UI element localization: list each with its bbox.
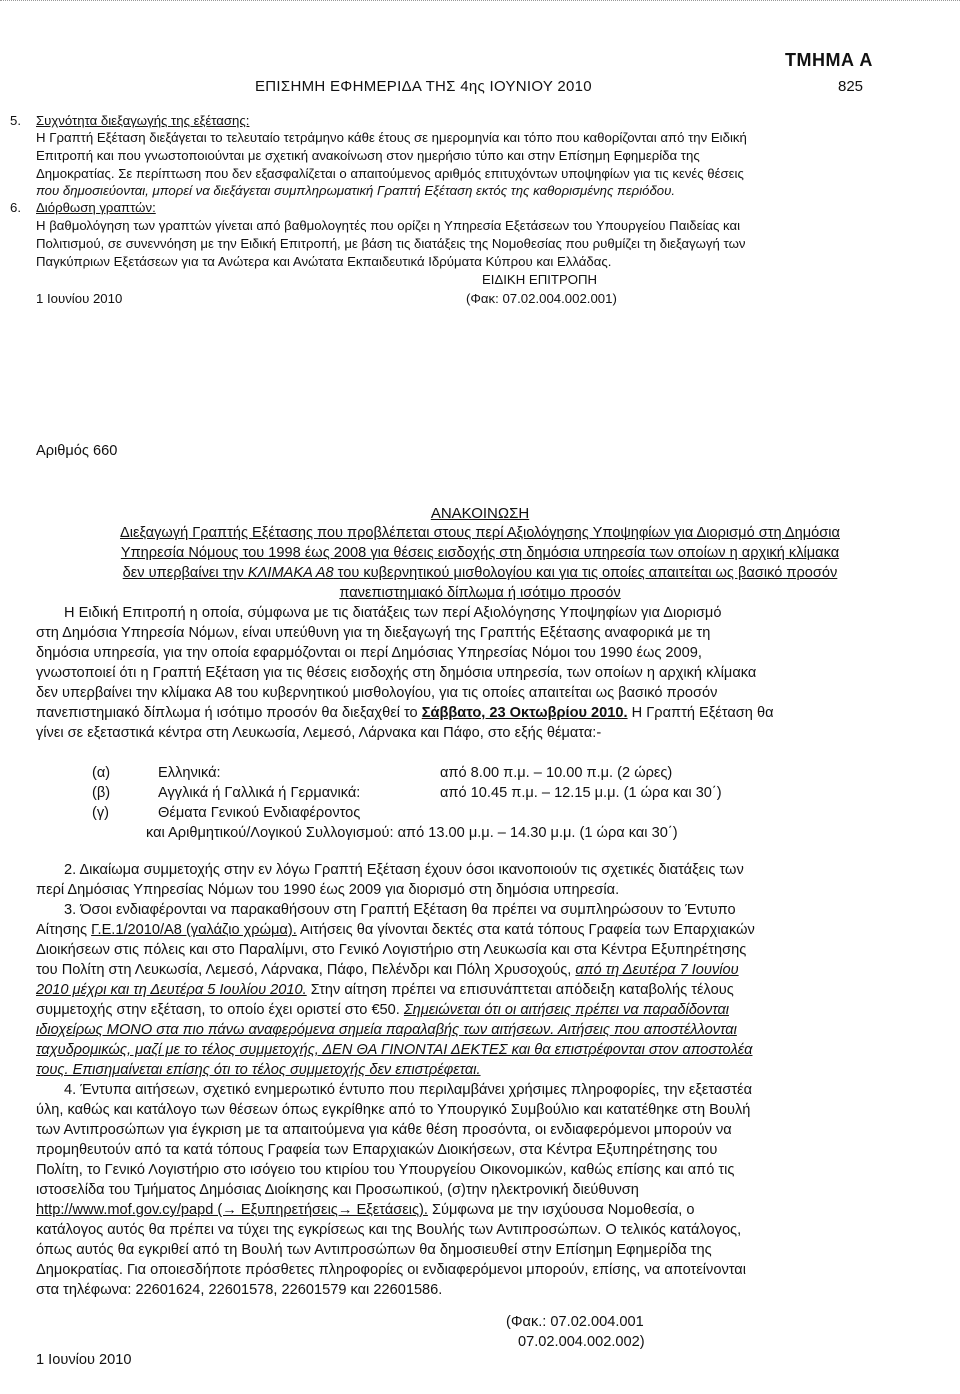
item6-heading: Διόρθωση γραπτών: [36, 200, 156, 215]
notice-subtitle-line: πανεπιστημιακό δίπλωμα ή ισότιμο προσόν [339, 585, 621, 601]
subject-letter: (γ) [92, 805, 110, 821]
p3-line [36, 980, 734, 1001]
item6-line: Η βαθμολόγηση των γραπτών γίνεται από βαθμολογητές που ορίζει η Υπηρεσία Εξετάσεων του Υπουργείου Παιδείας και [36, 218, 741, 233]
intro-line: Η Ειδική Επιτροπή η οποία, σύμφωνα με τις διατάξεις των περί Αξιολόγησης Υποψηφίων για Διορισμό [64, 605, 722, 621]
p4-line: Δημοκρατίας. Για οποιεσδήποτε πρόσθετες πληροφορίες οι ενδιαφερόμενοι μπορούν, επίσης, να αποτείνονται [36, 1262, 746, 1278]
p4-line: όπως αυτός θα εγκριθεί από τη Βουλή των Αντιπροσώπων θα δημοσιευθεί στην Επίσημη Εφημερίδα της [36, 1242, 712, 1258]
subject-letter: (β) [92, 785, 111, 801]
deadline-end: 2010 μέχρι και τη Δευτέρα 5 Ιουλίου 2010. [36, 982, 307, 998]
subject-c-line2: και Αριθμητικού/Λογικού Συλλογισμού: από 13.00 μ.μ. – 14.30 μ.μ. (1 ώρα και 30΄) [146, 825, 678, 841]
p3-note-line: ιδιοχείρως ΜΟΝΟ στα πιο πάνω αναφερόμενα σημεία παραλαβής των αιτήσεων. Αιτήσεις που αποστέλλονται [36, 1022, 737, 1038]
notice-title: ΑΝΑΚΟΙΝΩΣΗ [430, 505, 530, 522]
notice-subtitle-line: Διεξαγωγή Γραπτής Εξέτασης που προβλέπεται στους περί Αξιολόγησης Υποψηφίων για Διορισμό στη Δημόσια [120, 525, 840, 541]
intro-text: πανεπιστημιακό δίπλωμα ή ισότιμο προσόν θα διεξαχθεί το [36, 705, 422, 721]
p4-text: Σύμφωνα με την ισχύουσα Νομοθεσία, ο [427, 1202, 695, 1218]
p3-line [36, 920, 755, 941]
p4-line: προμηθευτούν από τα κατά τόπους Γραφεία των Επαρχιακών Διοικήσεων, στα Κέντρα Εξυπηρέτησης του [36, 1142, 718, 1158]
item5-heading: Συχνότητα διεξαγωγής της εξέτασης: [36, 113, 250, 128]
subject-letter: (α) [92, 765, 111, 781]
exam-date: Σάββατο, 23 Οκτωβρίου 2010. [421, 705, 628, 721]
p4-line [36, 1200, 694, 1221]
p3-text: του Πολίτη στη Λευκωσία, Λεμεσό, Λάρνακα, Πάφο, Πελένδρι και Πόλη Χρυσοχούς, [36, 962, 576, 978]
deadline-start: από τη Δευτέρα 7 Ιουνίου [575, 962, 739, 978]
p3-text: συμμετοχής στην εξέταση, το οποίο έχει οριστεί στο €50. [36, 1002, 404, 1018]
subject-time: από 8.00 π.μ. – 10.00 π.μ. (2 ώρες) [440, 765, 673, 781]
prev-date: 1 Ιουνίου 2010 [36, 291, 123, 306]
top-edge-dots [0, 0, 960, 9]
p4-line: 4. Έντυπα αιτήσεων, σχετικό ενημερωτικό έντυπο που περιλαμβάνει χρήσιμες πληροφορίες, την εξεταστέα [64, 1082, 753, 1098]
item5-italic-line: που δημοσιεύονται, μπορεί να διεξάγεται συμπληρωματική Γραπτή Εξέταση εκτός της καθορισμένης περιόδου. [36, 183, 676, 198]
intro-line: δημόσια υπηρεσία, για την οποία εφαρμόζονται οι περί Δημόσιας Υπηρεσίας Νόμοι του 1990 έως 2009, [36, 645, 702, 661]
item5-number: 5. [10, 113, 21, 128]
p3-text: Αίτησης [36, 922, 92, 938]
p4-line: των Αντιπροσώπων για έγκριση με τα απαιτούμενα για κάθε θέση προσόντα, οι ενδιαφερόμενοι μπορούν να [36, 1122, 732, 1138]
gazette-title: ΕΠΙΣΗΜΗ ΕΦΗΜΕΡΙΔΑ ΤΗΣ 4ης ΙΟΥΝΙΟΥ 2010 [255, 78, 592, 95]
form-code: Γ.Ε.1/2010/Α8 (γαλάζιο χρώμα). [91, 922, 297, 938]
p4-line: ιστοσελίδα του Τμήματος Δημόσιας Διοίκησης και Προσωπικού, (σ)την ηλεκτρονική διεύθυνση [36, 1182, 639, 1198]
section-label: ΤΜΗΜΑ Α [785, 50, 873, 70]
intro-line: γνωστοποιεί ότι η Γραπτή Εξέταση για τις θέσεις εισδοχής στη δημόσια υπηρεσία, των οποίων η αρχική κλίμακα [36, 665, 757, 681]
subject-name: Αγγλικά ή Γαλλικά ή Γερμανικά: [158, 785, 361, 801]
papd-link[interactable]: http://www.mof.gov.cy/papd (→ Εξυπηρετήσεις→ Εξετάσεις). [36, 1202, 428, 1218]
item5-line: Δημοκρατίας. Σε περίπτωση που δεν εξασφαλίζεται ο απαιτούμενος αριθμός επιτυχόντων υποψηφίων για τις κενές θέσεις [36, 166, 744, 181]
file-ref-1: (Φακ.: 07.02.004.001 [506, 1314, 644, 1330]
p3-text: Στην αίτηση πρέπει να επισυνάπτεται απόδειξη καταβολής τέλους [306, 982, 734, 998]
p3-note-line: τους. Επισημαίνεται επίσης ότι το τέλος συμμετοχής δεν επιστρέφεται. [36, 1062, 481, 1078]
intro-line [36, 703, 774, 724]
subject-name: Θέματα Γενικού Ενδιαφέροντος [158, 805, 361, 821]
intro-line: δεν υπερβαίνει την κλίμακα Α8 του κυβερνητικού μισθολογίου, για τις οποίες απαιτείται ως βασικό προσόν [36, 685, 718, 701]
p3-note: Σημειώνεται ότι οι αιτήσεις πρέπει να παραδίδονται [403, 1002, 730, 1018]
p4-line: κατάλογος αυτός θα πρέπει να τύχει της εγκρίσεως και της Βουλής των Αντιπροσώπων. Ο τελικός κατάλογος, [36, 1222, 742, 1238]
item5-line: Επιτροπή και που γνωστοποιούνται με σχετική ανακοίνωση στον ημερήσιο τύπο και στην Επίσημη Εφημερίδα της [36, 148, 700, 163]
p3-note-line: ταχυδρομικώς, μαζί με το τέλος συμμετοχής, ΔΕΝ ΘΑ ΓΙΝΟΝΤΑΙ ΔΕΚΤΕΣ και θα επιστρέφονται στον αποστολέα [36, 1042, 753, 1058]
page-number: 825 [838, 78, 864, 95]
p2-line: 2. Δικαίωμα συμμετοχής στην εν λόγω Γραπτή Εξέταση έχουν όσοι ικανοποιούν τις σχετικές διατάξεις των [64, 862, 744, 878]
item5-line: Η Γραπτή Εξέταση διεξάγεται το τελευταίο τετράμηνο κάθε έτους σε ημερομηνία και τόπο που καθορίζονται από την Ειδική [36, 130, 747, 145]
prev-signature: ΕΙΔΙΚΗ ΕΠΙΤΡΟΠΗ [482, 272, 598, 287]
subtitle-italic: ΚΛΙΜΑΚΑ Α8 [247, 565, 334, 581]
notice-date: 1 Ιουνίου 2010 [36, 1352, 132, 1368]
item6-line: Πολιτισμού, σε συνεννόηση με την Ειδική Επιτροπή, με βάση τις διατάξεις της Νομοθεσίας που ρυθμίζει τη διεξαγωγή των [36, 236, 746, 251]
item6-line: Παγκύπριων Εξετάσεων για τα Ανώτερα και Ανώτατα Εκπαιδευτικά Ιδρύματα Κύπρου και Ελλάδας. [36, 254, 612, 269]
intro-text: Η Γραπτή Εξέταση θα [627, 705, 774, 721]
p4-line: ύλη, καθώς και κατάλογο των θέσεων όπως εγκρίθηκε από το Υπουργικό Συμβούλιο και κατατέθηκε στη Βουλή [36, 1102, 751, 1118]
notice-number: Αριθμός 660 [36, 443, 118, 459]
subject-time: από 10.45 π.μ. – 12.15 μ.μ. (1 ώρα και 30΄) [440, 785, 722, 801]
p3-line: Διοικήσεων στις πόλεις και στο Παραλίμνι, στο Γενικό Λογιστήριο στη Λευκωσία και στα Κέντρα Εξυπηρέτησης [36, 942, 747, 958]
p4-line: Πολίτη, το Γενικό Λογιστήριο στο ισόγειο του κτιρίου του Υπουργείου Οικονομικών, καθώς επίσης και από τις [36, 1162, 735, 1178]
item6-number: 6. [10, 200, 21, 215]
p3-line [36, 1000, 729, 1021]
intro-line: στη Δημόσια Υπηρεσία Νόμων, είναι υπεύθυνη για τη διεξαγωγή της Γραπτής Εξέτασης αναφορικά με τη [36, 625, 711, 641]
p4-line: στα τηλέφωνα: 22601624, 22601578, 22601579 και 22601586. [36, 1282, 443, 1298]
subtitle-text: του κυβερνητικού μισθολογίου και για τις οποίες απαιτείται ως βασικό προσόν [333, 565, 838, 581]
intro-line: γίνει σε εξεταστικά κέντρα στη Λευκωσία, Λεμεσό, Λάρνακα και Πάφο, στο εξής θέματα:- [36, 725, 602, 741]
notice-subtitle-line [0, 563, 960, 584]
file-ref-2: 07.02.004.002.002) [518, 1334, 645, 1350]
prev-file-ref: (Φακ: 07.02.004.002.001) [466, 291, 617, 306]
subject-name: Ελληνικά: [158, 765, 221, 781]
p3-line: 3. Όσοι ενδιαφέρονται να παρακαθήσουν στη Γραπτή Εξέταση θα πρέπει να συμπληρώσουν το Έντυπο [64, 902, 736, 918]
p3-text: Αιτήσεις θα γίνονται δεκτές στα κατά τόπους Γραφεία των Επαρχιακών [296, 922, 755, 938]
p2-line: περί Δημόσιας Υπηρεσίας Νόμων του 1990 έως 2009 για διορισμό στη δημόσια υπηρεσία. [36, 882, 620, 898]
p3-line [36, 960, 739, 981]
subtitle-text: δεν υπερβαίνει την [122, 565, 248, 581]
notice-subtitle-line: Υπηρεσία Νόμους του 1998 έως 2008 για θέσεις εισδοχής στη δημόσια υπηρεσία των οποίων η αρχική κλίμακα [120, 545, 840, 561]
